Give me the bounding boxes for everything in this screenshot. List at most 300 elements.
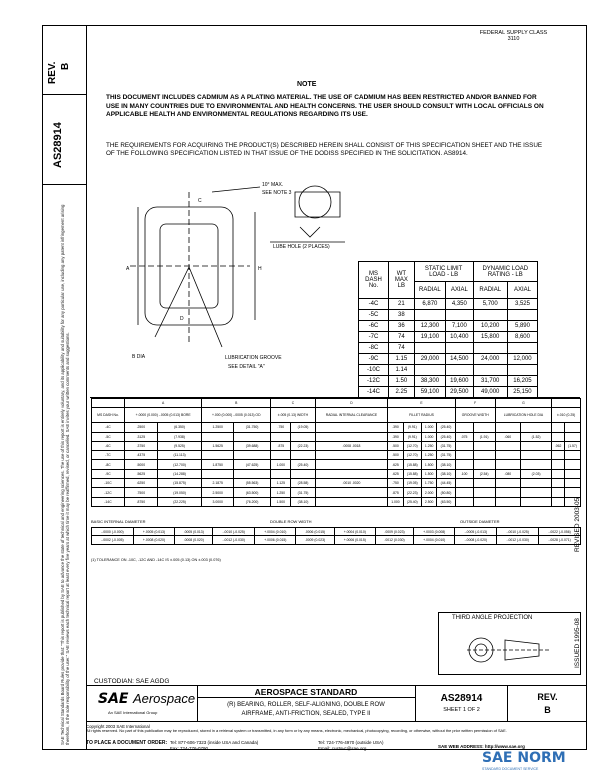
tolerance-cell: +.0005 (0.013)	[133, 528, 174, 536]
load-table-cell: -12C	[359, 376, 389, 387]
dim-table-cell: (38.10)	[437, 460, 455, 469]
load-table-row	[359, 354, 538, 365]
dim-table-cell: (22.23)	[403, 488, 421, 497]
load-table-cell: 5,700	[473, 299, 507, 310]
load-header-dash: MS DASH No.	[359, 262, 389, 299]
dim-table-cell: 1.5625	[202, 441, 234, 450]
load-table-cell: 38	[389, 310, 415, 321]
dim-table-cell: .075	[455, 432, 473, 441]
dim-table-cell: .500	[388, 451, 403, 460]
dim-table-row	[92, 469, 581, 478]
load-table-cell	[414, 343, 445, 354]
dim-table-cell: .390	[388, 423, 403, 432]
dim-table-cell: (25.40)	[437, 423, 455, 432]
dim-table-cell	[552, 423, 565, 432]
dim-table-cell: .5000	[124, 460, 157, 469]
dim-table-cell: (22.225)	[157, 497, 202, 506]
dim-table-cell	[473, 479, 495, 488]
load-table-cell	[446, 310, 473, 321]
dim-table-cell: .625	[388, 460, 403, 469]
load-header-dynamic: DYNAMIC LOAD RATING - LB	[473, 262, 537, 282]
dim-table-cell	[495, 479, 520, 488]
dim-table-cell	[315, 423, 388, 432]
dim-table-cell	[565, 488, 581, 497]
load-table-cell: 31,700	[473, 376, 507, 387]
logo-sae: SAE	[98, 691, 129, 707]
dim-table	[91, 398, 581, 507]
load-header-static: STATIC LIMIT LOAD - LB	[414, 262, 473, 282]
dim-table-cell	[495, 497, 520, 506]
dim-table-cell	[520, 497, 551, 506]
order-tel2: Tel: 724-776-4970 (outside USA)	[318, 740, 384, 745]
dim-table-cell: 1.500	[422, 469, 437, 478]
dim-table-cell	[315, 460, 388, 469]
dim-table-cell: (7.938)	[157, 432, 202, 441]
title-doc-number: AS28914	[440, 693, 483, 704]
dim-table-cell	[271, 469, 291, 478]
dim-table-cell	[520, 488, 551, 497]
dim-table-cell: -4C	[92, 423, 125, 432]
load-table-cell: 29,000	[414, 354, 445, 365]
dim-table-cell	[455, 460, 473, 469]
dim-table-cell: (15.88)	[403, 469, 421, 478]
load-table-cell: 6,870	[414, 299, 445, 310]
dim-table-cell: (22.23)	[291, 441, 315, 450]
dim-group-cell: D	[315, 399, 388, 408]
detail-b-body	[295, 192, 340, 217]
dim-table-cell	[234, 451, 271, 460]
dim-table-cell: 2.500	[422, 497, 437, 506]
load-table-row	[359, 376, 538, 387]
tolerance-cell: .0009 (0.023)	[375, 528, 413, 536]
load-table-cell: 4,350	[446, 299, 473, 310]
dim-group-cell: F	[455, 399, 495, 408]
dim-table-cell: 1.125	[271, 479, 291, 488]
dim-table-cell	[315, 497, 388, 506]
dim-table-cell	[520, 460, 551, 469]
dim-table-cell	[520, 441, 551, 450]
load-table-row	[359, 299, 538, 310]
dim-table-cell: (12.70)	[403, 441, 421, 450]
dim-table-cell: .750	[271, 423, 291, 432]
dim-table-cell: (31.75)	[291, 488, 315, 497]
order-label: TO PLACE A DOCUMENT ORDER:	[86, 740, 168, 746]
copyright: Copyright 2003 SAE International	[86, 724, 150, 729]
dim-header-row	[92, 408, 581, 423]
dim-table-cell: 1.250	[422, 451, 437, 460]
tolerance-table	[91, 527, 581, 545]
label-b-dia: B DIA	[132, 354, 146, 360]
dim-table-cell: .750	[388, 479, 403, 488]
fsc-line2: 3110	[507, 36, 520, 42]
dim-table-cell: (50.80)	[437, 488, 455, 497]
dim-table-cell: -12C	[92, 488, 125, 497]
small-title-right: OUTSIDE DIAMETER	[460, 519, 500, 524]
dim-table-cell	[495, 451, 520, 460]
note-text: THIS DOCUMENT INCLUDES CADMIUM AS A PLATING MATERIAL. THE USE OF CADMIUM HAS BEEN RESTRICTED AND/OR BANNED FOR USE IN MANY COUNTRIES DUE TO ENVIRONMENTAL AND HEALTH CONCERNS. THE USER SHOULD CONSULT WITH LOCAL OFFICIALS ON APPLICABLE HEALTH AND ENVIRONMENTAL REGULATIONS REGARDING ITS USE.	[106, 94, 544, 119]
load-table-cell: 12,000	[507, 354, 537, 365]
dim-table-cell: 1.000	[388, 497, 403, 506]
dim-table-cell: 1.500	[422, 460, 437, 469]
tolerance-row-2	[92, 536, 581, 544]
label-lube-groove: LUBRICATION GROOVE	[225, 355, 282, 361]
dim-table-cell: (19.05)	[291, 423, 315, 432]
dim-group-cell: C	[271, 399, 315, 408]
load-table-cell	[414, 310, 445, 321]
load-table-cell: 7,100	[446, 321, 473, 332]
tolerance-cell: -.0012 (-0.030)	[497, 536, 539, 544]
tolerance-cell: +.0006 (0.015)	[255, 536, 296, 544]
dim-table-cell	[520, 423, 551, 432]
dim-table-cell: 1.750	[422, 479, 437, 488]
doc-title-line1: (R) BEARING, ROLLER, SELF-ALIGNING, DOUBLE ROW	[227, 702, 385, 708]
sheet-number: SHEET 1 OF 2	[443, 707, 480, 713]
requirements-text: THE REQUIREMENTS FOR ACQUIRING THE PRODUCT(S) DESCRIBED HEREIN SHALL CONSIST OF THIS SPECIFICATION SHEET AND THE ISSUE OF THE FOLLOWING SPECIFICATION LISTED IN THAT ISSUE OF THE DODISS SPECIFIED IN THE SOLICITATION. AS8914.	[106, 142, 543, 158]
dim-table-row	[92, 441, 581, 450]
tolerance-cell: .0008 (0.020)	[175, 536, 213, 544]
dim-table-cell: (63.50)	[437, 497, 455, 506]
dim-table-cell	[315, 488, 388, 497]
label-see-a: SEE DETAIL "A"	[228, 364, 265, 370]
dim-table-row	[92, 497, 581, 506]
label-d: D	[180, 316, 184, 322]
third-angle-label: THIRD ANGLE PROJECTION	[452, 615, 533, 621]
load-table-cell: -8C	[359, 343, 389, 354]
dim-table-cell	[520, 451, 551, 460]
lube-hole-mark	[300, 227, 320, 237]
dim-table-row	[92, 423, 581, 432]
custodian: CUSTODIAN: SAE AGDG	[94, 678, 170, 685]
dim-table-cell: (9.91)	[403, 423, 421, 432]
tolerance-cell: -.0000 (-0.000)	[92, 528, 134, 536]
tolerance-cell: -.0010 (-0.025)	[497, 528, 539, 536]
dim-table-cell: (47.625)	[234, 460, 271, 469]
dim-table-cell	[473, 460, 495, 469]
doc-number-vertical: AS28914	[52, 122, 64, 168]
load-table-cell: 21	[389, 299, 415, 310]
tolerance-cell: .0005 (0.013)	[175, 528, 213, 536]
dim-table-cell	[495, 488, 520, 497]
tolerance-cell: -.0002 (-0.005)	[92, 536, 134, 544]
load-table-cell: 15,800	[473, 332, 507, 343]
dim-table-cell: (11.113)	[157, 451, 202, 460]
dim-table-cell: .2500	[124, 423, 157, 432]
load-sub-radial-2: RADIAL	[473, 282, 507, 299]
small-title-left: BASIC INTERNAL DIAMETER	[91, 519, 146, 524]
load-table-cell: 19,100	[414, 332, 445, 343]
load-table-cell: 74	[389, 332, 415, 343]
dim-table-cell: (38.10)	[291, 497, 315, 506]
dim-table-cell	[552, 469, 565, 478]
dim-table-cell: (9.525)	[157, 441, 202, 450]
dim-table-cell: -6C	[92, 441, 125, 450]
dim-table-row	[92, 479, 581, 488]
dim-table-cell: 2.000	[422, 488, 437, 497]
title-hline	[197, 697, 415, 698]
tolerance-cell: -.0005 (-0.013)	[455, 528, 497, 536]
aerospace-standard: AEROSPACE STANDARD	[254, 687, 358, 697]
dim-table-cell	[520, 479, 551, 488]
tolerance-cell: +.0006 (0.015)	[334, 536, 375, 544]
load-table-cell: 8,600	[507, 332, 537, 343]
dim-table-cell: (1.57)	[565, 441, 581, 450]
dim-table-cell: (1.91)	[473, 432, 495, 441]
tolerance-cell: +.0004 (0.010)	[255, 528, 296, 536]
dim-table-cell: (14.288)	[157, 469, 202, 478]
dim-header-cell: GROOVE WIDTH	[455, 408, 495, 423]
dim-table-cell: .062	[552, 441, 565, 450]
title-rev-letter: B	[544, 705, 551, 715]
dim-table-cell: -5C	[92, 432, 125, 441]
dim-table-cell	[234, 469, 271, 478]
sae-logo	[98, 690, 195, 708]
dim-table-cell: 1.000	[271, 460, 291, 469]
dim-table-cell: (1.52)	[520, 432, 551, 441]
dim-table-cell: (12.700)	[157, 460, 202, 469]
order-email: Email: custsvc@sae.org	[318, 746, 367, 751]
load-table-cell: 49,000	[473, 387, 507, 398]
dim-group-cell: G	[495, 399, 552, 408]
load-table-cell: -6C	[359, 321, 389, 332]
load-table-cell: 74	[389, 343, 415, 354]
dim-table-cell	[271, 451, 291, 460]
doc-number-cell	[42, 95, 86, 185]
load-table-cell	[507, 343, 537, 354]
load-table-cell: -10C	[359, 365, 389, 376]
dim-table-cell: (38.10)	[437, 469, 455, 478]
leader-lube	[189, 267, 222, 347]
sae-web-address: SAE WEB ADDRESS: http://www.sae.org	[438, 744, 525, 749]
dim-table-cell: (39.688)	[234, 441, 271, 450]
tolerance-cell: -.0012 (-0.030)	[213, 536, 255, 544]
load-table-cell: 19,600	[446, 376, 473, 387]
dim-table-cell: (63.500)	[234, 488, 271, 497]
dim-table-cell: -14C	[92, 497, 125, 506]
dim-table-cell	[565, 451, 581, 460]
dim-header-cell: LUBRICATION HOLE DIA	[495, 408, 552, 423]
dim-table-cell: 1.250	[271, 488, 291, 497]
label-a: A	[126, 266, 130, 272]
load-table-cell	[473, 310, 507, 321]
logo-aerospace: Aerospace	[132, 691, 196, 706]
dim-table-cell: .3750	[124, 441, 157, 450]
dim-table-cell: (31.75)	[437, 451, 455, 460]
dim-table-cell: .625	[388, 469, 403, 478]
dim-table-cell	[455, 451, 473, 460]
tolerance-cell: -.0022 (-0.056)	[539, 528, 581, 536]
load-table-cell: 5,890	[507, 321, 537, 332]
dim-table-cell	[202, 432, 234, 441]
dim-header-cell: +.0000 (0.000) -.0005 (0.013) BORE	[124, 408, 201, 423]
dim-table-cell	[473, 488, 495, 497]
load-table-body	[359, 299, 538, 398]
dim-table-cell	[455, 479, 473, 488]
load-table-cell: 12,300	[414, 321, 445, 332]
label-max: 10° MAX.	[262, 182, 284, 188]
dim-table-cell: .8750	[124, 497, 157, 506]
dim-table-cell: 1.000	[422, 432, 437, 441]
dim-table-cell	[495, 441, 520, 450]
dim-table-cell: (12.70)	[403, 451, 421, 460]
dim-table-cell: (25.40)	[437, 432, 455, 441]
dim-group-cell: E	[388, 399, 455, 408]
federal-supply-class	[446, 30, 581, 42]
tolerance-cell: +.0004 (0.010)	[414, 536, 455, 544]
detail-circle	[299, 186, 331, 218]
load-table-cell: 25,150	[507, 387, 537, 398]
rev-letter-vertical: B	[60, 62, 71, 70]
dim-table-cell	[565, 460, 581, 469]
dim-table-cell: (19.050)	[157, 488, 202, 497]
dim-table-cell	[455, 423, 473, 432]
issued-date: ISSUED 1995-08	[574, 618, 581, 668]
tolerance-cell: -.0028 (-0.071)	[539, 536, 581, 544]
dim-header-cell: RADIAL INTERNAL CLEARANCE	[315, 408, 388, 423]
dim-table-cell: (76.200)	[234, 497, 271, 506]
load-table-cell	[446, 365, 473, 376]
tolerance-cell: -.0010 (-0.025)	[213, 528, 255, 536]
tolerance-cell: -.0008 (-0.020)	[455, 536, 497, 544]
dim-table-cell: (31.75)	[437, 441, 455, 450]
dim-table-cell	[552, 451, 565, 460]
dim-table-cell: (9.91)	[403, 432, 421, 441]
fsc-line1: FEDERAL SUPPLY CLASS	[479, 30, 548, 36]
load-table-cell: 14,500	[446, 354, 473, 365]
dim-table-cell: .3125	[124, 432, 157, 441]
dim-table-row	[92, 460, 581, 469]
load-table-row	[359, 365, 538, 376]
title-rev-label: REV.	[537, 692, 558, 702]
load-table-cell: 29,500	[446, 387, 473, 398]
load-table-row	[359, 332, 538, 343]
dim-table-cell: (2.54)	[473, 469, 495, 478]
dim-table-cell	[495, 460, 520, 469]
load-sub-axial-2: AXIAL	[507, 282, 537, 299]
load-table-cell: 1.14	[389, 365, 415, 376]
load-table-cell: -4C	[359, 299, 389, 310]
dim-table-cell: (31.750)	[234, 423, 271, 432]
dim-table-cell: .4375	[124, 451, 157, 460]
load-table-cell: 16,205	[507, 376, 537, 387]
dim-table-cell: (25.40)	[403, 497, 421, 506]
dim-table-cell	[315, 469, 388, 478]
note-heading: NOTE	[297, 81, 317, 88]
load-table-cell: 10,400	[446, 332, 473, 343]
dim-table-row	[92, 432, 581, 441]
dim-table-cell: (44.45)	[437, 479, 455, 488]
dim-table-cell	[473, 451, 495, 460]
dim-group-cell	[552, 399, 581, 408]
load-table-cell: 2.25	[389, 387, 415, 398]
dim-table-cell: .0010 .0020	[315, 479, 388, 488]
dim-header-cell: ±.005 (0.13) WIDTH	[271, 408, 315, 423]
dim-group-cell: B	[202, 399, 271, 408]
dim-table-cell: 1.2500	[202, 423, 234, 432]
dim-table-cell: -7C	[92, 451, 125, 460]
dim-table-body	[92, 423, 581, 507]
load-table-cell: 1.50	[389, 376, 415, 387]
dim-table-cell: (15.88)	[403, 460, 421, 469]
dim-table-cell	[552, 432, 565, 441]
dim-table-cell: 2.5000	[202, 488, 234, 497]
dim-table-cell: .6250	[124, 479, 157, 488]
label-lube-holes: LUBE HOLE (2 PLACES)	[273, 244, 330, 250]
tolerance-cell: .0006 (0.015)	[296, 528, 334, 536]
dim-table-cell: 3.0000	[202, 497, 234, 506]
dim-table-cell: (15.875)	[157, 479, 202, 488]
dim-table-cell	[552, 479, 565, 488]
dim-table-cell	[565, 432, 581, 441]
dim-table-cell	[315, 451, 388, 460]
dim-table-cell: (55.563)	[234, 479, 271, 488]
dim-table-cell	[202, 469, 234, 478]
load-table-cell	[473, 365, 507, 376]
load-table-cell	[507, 365, 537, 376]
tolerance-cell: +.0003 (0.008)	[414, 528, 455, 536]
tolerance-cell: +.0004 (0.010)	[334, 528, 375, 536]
rev-label-vertical: REV.	[47, 61, 58, 84]
dim-header-cell: MS DASH No.	[92, 408, 125, 423]
dim-table-cell: 1.000	[422, 423, 437, 432]
dim-table-cell	[291, 432, 315, 441]
load-table-cell	[414, 365, 445, 376]
load-table-row	[359, 343, 538, 354]
order-tel1: Tel: 877-606-7323 (inside USA and Canada)	[170, 740, 259, 745]
small-title-mid: DOUBLE ROW WIDTH	[270, 519, 312, 524]
doc-title-line2: AIRFRAME, ANTI-FRICTION, SEALED, TYPE II	[241, 711, 371, 717]
dim-table-cell: -9C	[92, 469, 125, 478]
tolerance-row-1	[92, 528, 581, 536]
label-see-b: SEE NOTE 3	[262, 190, 292, 196]
dim-table-cell	[495, 423, 520, 432]
dim-table-cell	[552, 460, 565, 469]
load-table-cell: 1.15	[389, 354, 415, 365]
leader-max	[212, 187, 260, 192]
dim-table-cell: 1.250	[422, 441, 437, 450]
dim-group-row	[92, 399, 581, 408]
load-table	[358, 261, 538, 398]
load-table-row	[359, 321, 538, 332]
dim-table-cell: -8C	[92, 460, 125, 469]
tolerance-cell: +.0008 (0.020)	[133, 536, 174, 544]
dim-table-cell	[455, 488, 473, 497]
dim-header-cell: ±.010 (0.25)	[552, 408, 581, 423]
load-table-cell: -14C	[359, 387, 389, 398]
dim-table-cell: (2.03)	[520, 469, 551, 478]
dim-table-cell: 2.1875	[202, 479, 234, 488]
dim-table-cell	[565, 479, 581, 488]
load-sub-radial-1: RADIAL	[414, 282, 445, 299]
dim-table-cell	[473, 441, 495, 450]
tolerance-cell: .0012 (0.030)	[375, 536, 413, 544]
load-table-row	[359, 310, 538, 321]
load-table-cell: 36	[389, 321, 415, 332]
dim-table-cell: 1.8750	[202, 460, 234, 469]
revised-date: REVISED 2003-05	[574, 497, 581, 552]
dim-table-cell	[473, 423, 495, 432]
dim-table-cell: 1.500	[271, 497, 291, 506]
rev-cell	[42, 25, 86, 95]
dim-table-cell: (6.350)	[157, 423, 202, 432]
dim-table-cell	[455, 441, 473, 450]
dim-table-cell	[565, 469, 581, 478]
dim-table-cell	[291, 469, 315, 478]
third-angle-symbol	[465, 632, 555, 668]
dim-group-cell	[92, 399, 125, 408]
load-table-cell: 10,200	[473, 321, 507, 332]
load-table-row	[359, 387, 538, 398]
label-c: C	[198, 198, 202, 204]
